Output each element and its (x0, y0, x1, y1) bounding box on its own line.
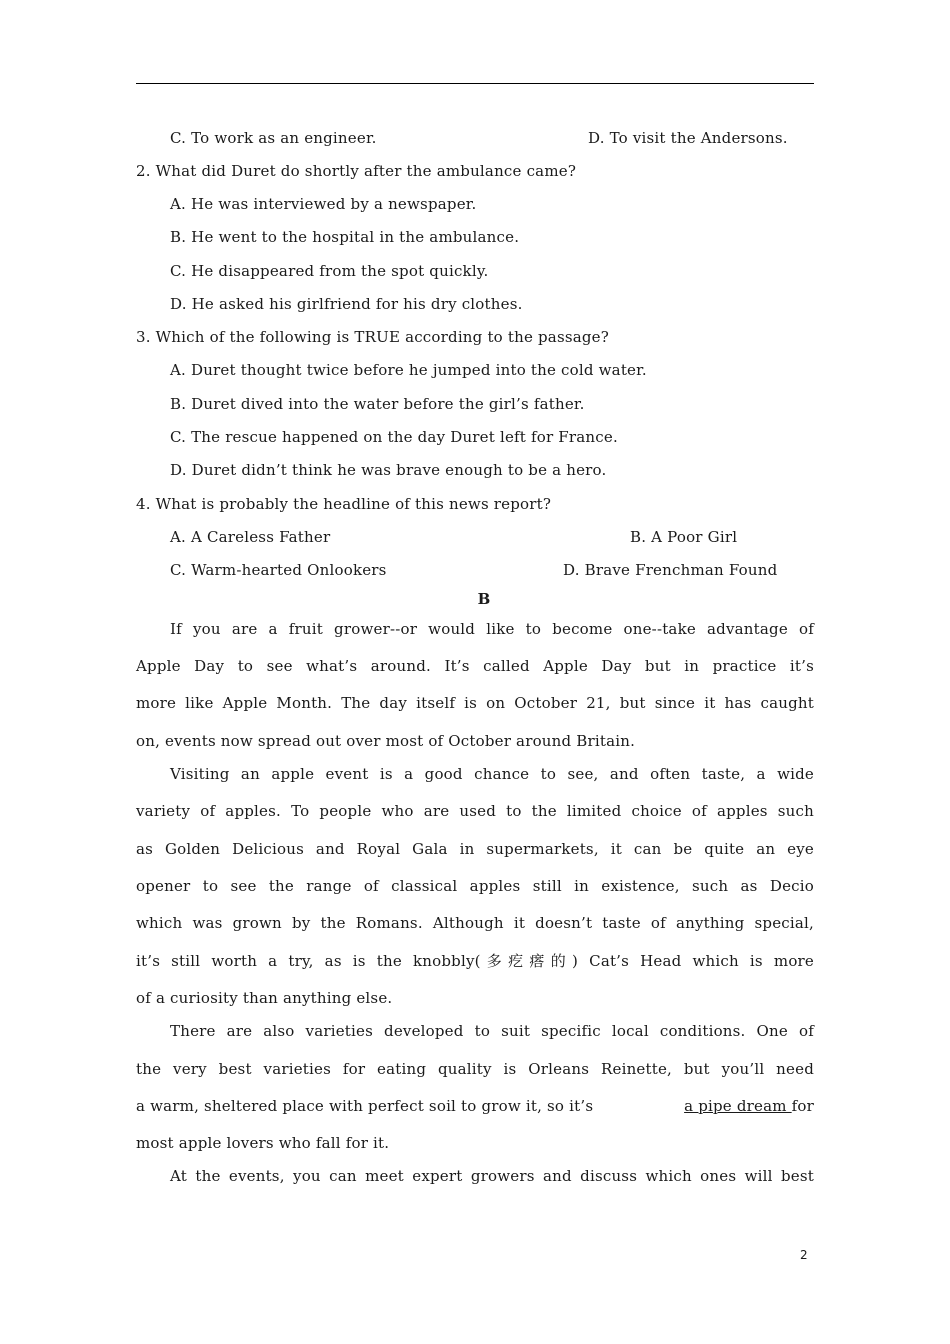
q3-stem: 3. Which of the following is TRUE according to the passage? (136, 328, 610, 346)
passage-p2-line: variety of apples. To people who are used to the limited choice of apples such (136, 802, 814, 820)
q1-option-c: C. To work as an engineer. (170, 129, 377, 147)
pipe-dream-phrase: a pipe dream (684, 1097, 792, 1115)
q2-option-d: D. He asked his girlfriend for his dry clothes. (170, 295, 523, 313)
q4-option-c: C. Warm-hearted Onlookers (170, 561, 387, 579)
passage-p2-line: as Golden Delicious and Royal Gala in supermarkets, it can be quite an eye (136, 840, 814, 858)
q3-option-c: C. The rescue happened on the day Duret left for France. (170, 428, 618, 446)
q2-stem: 2. What did Duret do shortly after the ambulance came? (136, 162, 577, 180)
passage-p3-line: the very best varieties for eating quality is Orleans Reinette, but you’ll need (136, 1060, 814, 1078)
passage-p2-line: of a curiosity than anything else. (136, 989, 393, 1007)
q3-option-a: A. Duret thought twice before he jumped into the cold water. (170, 361, 647, 379)
section-title: B (477, 590, 491, 608)
passage-p1-line: Apple Day to see what’s around. It’s called Apple Day but in practice it’s (136, 657, 814, 675)
q3-option-d: D. Duret didn’t think he was brave enough to be a hero. (170, 461, 607, 479)
passage-p2-line: Visiting an apple event is a good chance to see, and often taste, a wide (170, 765, 814, 783)
q4-option-d: D. Brave Frenchman Found (563, 561, 778, 579)
passage-p2-line: opener to see the range of classical apples still in existence, such as Decio (136, 877, 814, 895)
passage-p2-line: which was grown by the Romans. Although it doesn’t taste of anything special, (136, 914, 814, 932)
passage-p4-line: At the events, you can meet expert growers and discuss which ones will best (170, 1167, 814, 1185)
q1-option-d: D. To visit the Andersons. (588, 129, 788, 147)
passage-p1-line: on, events now spread out over most of October around Britain. (136, 732, 636, 750)
q2-option-c: C. He disappeared from the spot quickly. (170, 262, 489, 280)
q4-option-a: A. A Careless Father (170, 528, 331, 546)
passage-p1-line: If you are a fruit grower--or would like to become one--take advantage of (170, 620, 814, 638)
passage-p3-line: most apple lovers who fall for it. (136, 1134, 390, 1152)
page-number: 2 (800, 1248, 808, 1262)
q3-option-b: B. Duret dived into the water before the girl’s father. (170, 395, 585, 413)
q4-stem: 4. What is probably the headline of this news report? (136, 495, 552, 513)
header-rule (136, 83, 814, 84)
passage-text: a warm, sheltered place with perfect soil to grow it, so it’s (136, 1097, 599, 1115)
q2-option-a: A. He was interviewed by a newspaper. (170, 195, 477, 213)
passage-text: for (791, 1097, 814, 1115)
q4-option-b: B. A Poor Girl (630, 528, 738, 546)
passage-p3-line: There are also varieties developed to suit specific local conditions. One of (170, 1022, 814, 1040)
passage-p2-line: it’s still worth a try, as is the knobbly(多疙瘩的) Cat’s Head which is more (136, 952, 814, 970)
passage-p3-line-3 (136, 1096, 814, 1116)
passage-p1-line: more like Apple Month. The day itself is on October 21, but since it has caught (136, 694, 814, 712)
q2-option-b: B. He went to the hospital in the ambulance. (170, 228, 520, 246)
